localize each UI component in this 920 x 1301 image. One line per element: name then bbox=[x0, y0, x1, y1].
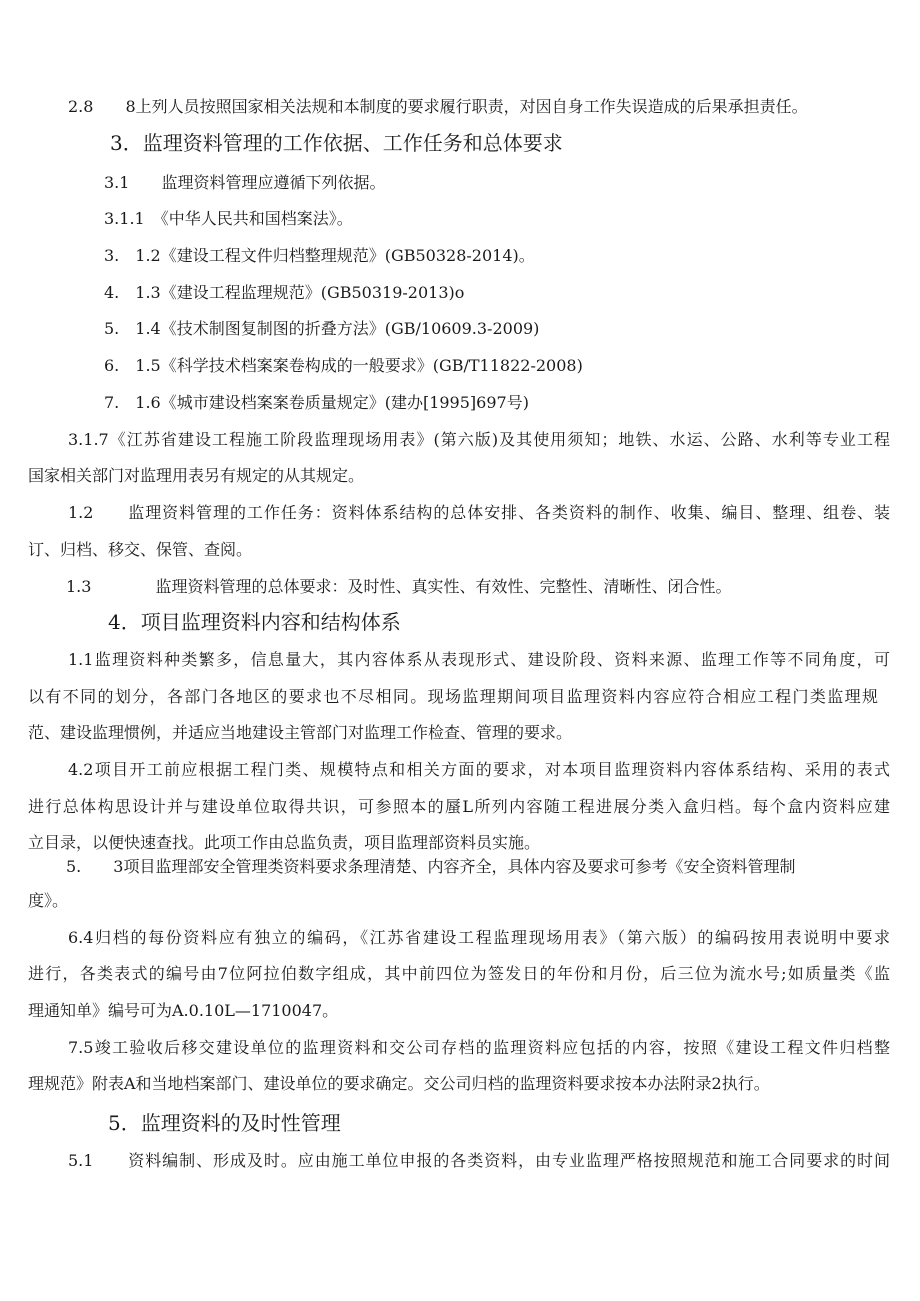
text-line: 2.8 8上列人员按照国家相关法规和本制度的要求履行职责，对因自身工作失误造成的后果承担责任。 bbox=[68, 97, 808, 116]
text-line: 订、归档、移交、保管、查阅。 bbox=[28, 540, 253, 559]
text-line: 1.3 监理资料管理的总体要求：及时性、真实性、有效性、完整性、清晰性、闭合性。 bbox=[66, 577, 732, 596]
text-line: 7.5竣工验收后移交建设单位的监理资料和交公司存档的监理资料应包括的内容，按照《建设工程文件归档整 bbox=[68, 1038, 890, 1057]
text-line: 5.1 资料编制、形成及时。应由施工单位申报的各类资料，由专业监理严格按照规范和施工合同要求的时间 bbox=[68, 1151, 890, 1170]
section-heading: 3．监理资料管理的工作依据、工作任务和总体要求 bbox=[110, 131, 563, 155]
text-line: 6. 1.5《科学技术档案案卷构成的一般要求》(GB/T11822-2008) bbox=[104, 356, 583, 375]
section-heading: 5．监理资料的及时性管理 bbox=[108, 1111, 341, 1135]
text-line: 6.4归档的每份资料应有独立的编码，《江苏省建设工程监理现场用表》（第六版）的编码按用表说明中要求 bbox=[68, 928, 890, 947]
section-heading: 4．项目监理资料内容和结构体系 bbox=[108, 610, 401, 634]
text-line: 4. 1.3《建设工程监理规范》(GB50319-2013)o bbox=[104, 283, 465, 302]
text-line: 立目录，以便快速查找。此项工作由总监负责，项目监理部资料员实施。 bbox=[28, 833, 541, 852]
text-line: 3.1 监理资料管理应遵循下列依据。 bbox=[104, 173, 386, 192]
text-line: 以有不同的划分，各部门各地区的要求也不尽相同。现场监理期间项目监理资料内容应符合相应工程门类监理规 bbox=[28, 687, 878, 706]
text-line: 3.1.7《江苏省建设工程施工阶段监理现场用表》(第六版)及其使用须知；地铁、水运、公路、水利等专业工程 bbox=[68, 430, 890, 449]
text-line: 进行总体构思设计并与建设单位取得共识，可参照本的蜃L所列内容随工程进展分类入盒归档。每个盒内资料应建 bbox=[28, 797, 890, 816]
text-line: 国家相关部门对监理用表另有规定的从其规定。 bbox=[28, 466, 365, 485]
text-line: 度》。 bbox=[28, 891, 69, 910]
text-line: 理规范》附表A和当地档案部门、建设单位的要求确定。交公司归档的监理资料要求按本办法附录2执行。 bbox=[28, 1074, 770, 1093]
text-line: 4.2项目开工前应根据工程门类、规模特点和相关方面的要求，对本项目监理资料内容体系结构、采用的表式 bbox=[68, 760, 890, 779]
text-line: 5. 1.4《技术制图复制图的折叠方法》(GB/10609.3-2009) bbox=[104, 319, 540, 338]
text-line: 3.1.1 《中华人民共和国档案法》。 bbox=[104, 209, 353, 228]
text-line: 1.2 监理资料管理的工作任务：资料体系结构的总体安排、各类资料的制作、收集、编目、整理、组卷、装 bbox=[68, 503, 890, 522]
text-line: 3. 1.2《建设工程文件归档整理规范》(GB50328-2014)。 bbox=[104, 246, 535, 265]
text-line: 7. 1.6《城市建设档案案卷质量规定》(建办[1995]697号) bbox=[104, 393, 529, 412]
text-line: 进行，各类表式的编号由7位阿拉伯数字组成，其中前四位为签发日的年份和月份，后三位为流水号;如质量类《监 bbox=[28, 964, 890, 983]
text-line: 理通知单》编号可为A.0.10L—1710047。 bbox=[28, 1001, 339, 1020]
text-line: 5. 3项目监理部安全管理类资料要求条理清楚、内容齐全，具体内容及要求可参考《安全资料管理制 bbox=[66, 857, 796, 876]
text-line: 范、建设监理惯例，并适应当地建设主管部门对监理工作检查、管理的要求。 bbox=[28, 723, 573, 742]
text-line: 1.1监理资料种类繁多，信息量大，其内容体系从表现形式、建设阶段、资料来源、监理工作等不同角度，可 bbox=[68, 650, 890, 669]
